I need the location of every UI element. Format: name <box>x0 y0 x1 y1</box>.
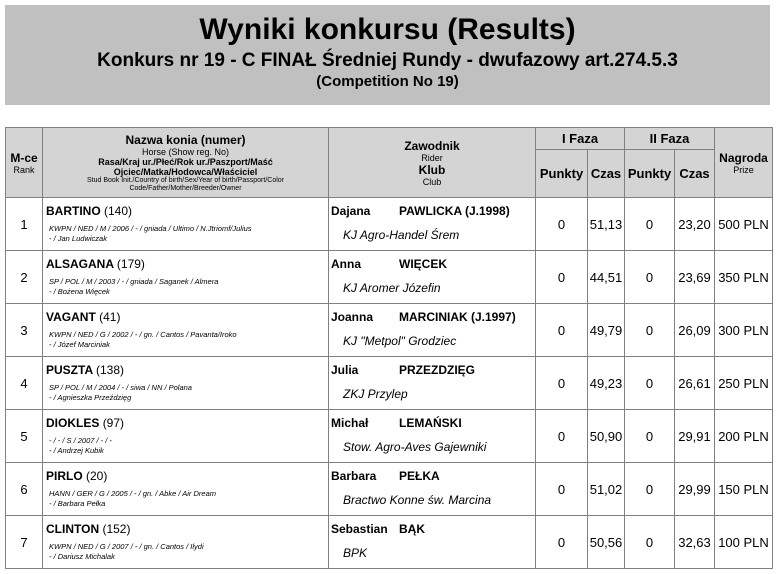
rider-last-name: MARCINIAK (J.1997) <box>399 310 516 324</box>
results-header <box>5 5 770 105</box>
club-name: KJ "Metpol" Grodziec <box>343 334 457 348</box>
col-time-1: Czas <box>588 150 625 198</box>
horse-name: DIOKLES <box>46 416 100 430</box>
horse-cell <box>43 357 329 410</box>
phase1-points: 0 <box>536 198 588 251</box>
rank-cell: 5 <box>6 410 43 463</box>
horse-info: KWPN / NED / G / 2007 / - / gn. / Cantos / Ilydi <box>49 542 204 551</box>
prize-cell: 150 PLN <box>715 463 773 516</box>
horse-number: (140) <box>104 204 133 218</box>
phase2-points: 0 <box>625 463 675 516</box>
rank-cell: 4 <box>6 357 43 410</box>
horse-owner: - / Jan Ludwiczak <box>49 234 107 243</box>
rank-cell: 7 <box>6 516 43 569</box>
table-row <box>6 304 773 357</box>
club-name: KJ Agro-Handel Śrem <box>343 228 460 242</box>
rider-cell <box>329 251 536 304</box>
rider-cell <box>329 198 536 251</box>
phase1-points: 0 <box>536 463 588 516</box>
phase2-time: 29,91 <box>675 410 715 463</box>
table-row <box>6 357 773 410</box>
phase2-time: 32,63 <box>675 516 715 569</box>
phase2-time: 26,61 <box>675 357 715 410</box>
col-time-2: Czas <box>675 150 715 198</box>
horse-name: ALSAGANA <box>46 257 114 271</box>
prize-cell: 350 PLN <box>715 251 773 304</box>
horse-owner: - / Agnieszka Przeździęg <box>49 393 132 402</box>
horse-info: SP / POL / M / 2003 / - / gniada / Saganek / Almera <box>49 277 219 286</box>
phase2-points: 0 <box>625 516 675 569</box>
club-name: Bractwo Konne św. Marcina <box>343 493 492 507</box>
table-row <box>6 251 773 304</box>
rider-first-name: Anna <box>331 257 361 271</box>
prize-cell: 500 PLN <box>715 198 773 251</box>
horse-name: CLINTON <box>46 522 100 536</box>
horse-info: - / - / S / 2007 / - / - <box>49 436 112 445</box>
phase2-time: 23,20 <box>675 198 715 251</box>
phase1-time: 51,13 <box>588 198 625 251</box>
horse-cell <box>43 463 329 516</box>
rider-first-name: Sebastian <box>331 522 388 536</box>
horse-owner: - / Bożena Więcek <box>49 287 110 296</box>
col-points-1: Punkty <box>536 150 588 198</box>
phase1-time: 44,51 <box>588 251 625 304</box>
rider-cell <box>329 357 536 410</box>
horse-cell <box>43 516 329 569</box>
horse-cell <box>43 198 329 251</box>
horse-name: PUSZTA <box>46 363 93 377</box>
horse-number: (138) <box>96 363 125 377</box>
col-rank: M-ce Rank <box>6 128 43 198</box>
horse-number: (97) <box>102 416 125 430</box>
prize-cell: 250 PLN <box>715 357 773 410</box>
phase1-time: 51,02 <box>588 463 625 516</box>
rank-cell: 1 <box>6 198 43 251</box>
horse-cell <box>43 251 329 304</box>
phase1-time: 50,56 <box>588 516 625 569</box>
rider-last-name: WIĘCEK <box>399 257 447 271</box>
rider-cell <box>329 304 536 357</box>
page-title: Wyniki konkursu (Results) <box>199 13 576 46</box>
phase1-time: 49,23 <box>588 357 625 410</box>
col-points-2: Punkty <box>625 150 675 198</box>
phase1-points: 0 <box>536 251 588 304</box>
prize-cell: 200 PLN <box>715 410 773 463</box>
horse-info: KWPN / NED / M / 2006 / - / gniada / Ultimo / N.Jtriomf/Julius <box>49 224 252 233</box>
col-phase1: I Faza <box>536 128 625 150</box>
horse-number: (20) <box>86 469 108 483</box>
phase2-time: 26,09 <box>675 304 715 357</box>
prize-cell: 300 PLN <box>715 304 773 357</box>
horse-name: VAGANT <box>46 310 96 324</box>
phase2-points: 0 <box>625 251 675 304</box>
table-row <box>6 516 773 569</box>
horse-owner: - / Andrzej Kubik <box>49 446 104 455</box>
rider-first-name: Barbara <box>331 469 377 483</box>
club-name: KJ Aromer Józefin <box>343 281 441 295</box>
club-name: BPK <box>343 546 368 560</box>
club-name: Stow. Agro-Aves Gajewniki <box>343 440 487 454</box>
col-rider: Zawodnik Rider Klub Club <box>329 128 536 198</box>
horse-info: KWPN / NED / G / 2002 / - / gn. / Cantos / Pavanta/Iroko <box>49 330 237 339</box>
competition-number: (Competition No 19) <box>316 73 459 90</box>
phase1-points: 0 <box>536 304 588 357</box>
phase1-time: 49,79 <box>588 304 625 357</box>
phase2-points: 0 <box>625 198 675 251</box>
horse-number: (152) <box>102 522 131 536</box>
phase1-points: 0 <box>536 410 588 463</box>
rider-cell <box>329 463 536 516</box>
rider-last-name: LEMAŃSKI <box>399 416 462 430</box>
phase1-points: 0 <box>536 357 588 410</box>
rank-cell: 3 <box>6 304 43 357</box>
prize-cell: 100 PLN <box>715 516 773 569</box>
col-prize: Nagroda Prize <box>715 128 773 198</box>
rider-last-name: BĄK <box>399 522 425 536</box>
horse-info: HANN / GER / G / 2005 / - / gn. / Abke / Air Dream <box>49 489 216 498</box>
competition-name: Konkurs nr 19 - C FINAŁ Średniej Rundy - dwufazowy art.274.5.3 <box>97 50 678 71</box>
rider-first-name: Dajana <box>331 204 371 218</box>
horse-number: (41) <box>99 310 121 324</box>
rider-cell <box>329 410 536 463</box>
rider-last-name: PAWLICKA (J.1998) <box>399 204 510 218</box>
rider-first-name: Michał <box>331 416 369 430</box>
col-horse: Nazwa konia (numer) Horse (Show reg. No) Rasa/Kraj ur./Płeć/Rok ur./Paszport/Maść Ojciec/Matka/Hodowca/Właściciel Stud Book Init./Country of birth/Sex/Year of birth/Passport/Color Code/Father/Mother/Breeder/Owner <box>43 128 329 198</box>
rider-first-name: Julia <box>331 363 359 377</box>
horse-name: PIRLO <box>46 469 83 483</box>
phase2-points: 0 <box>625 357 675 410</box>
phase1-time: 50,90 <box>588 410 625 463</box>
phase1-points: 0 <box>536 516 588 569</box>
rider-first-name: Joanna <box>331 310 374 324</box>
table-row <box>6 410 773 463</box>
horse-cell <box>43 410 329 463</box>
rank-cell: 6 <box>6 463 43 516</box>
horse-owner: - / Barbara Pełka <box>49 499 106 508</box>
club-name: ZKJ Przylep <box>343 387 408 401</box>
horse-info: SP / POL / M / 2004 / - / siwa / NN / Polana <box>49 383 192 392</box>
horse-name: BARTINO <box>46 204 101 218</box>
phase2-time: 29,99 <box>675 463 715 516</box>
rider-last-name: PEŁKA <box>399 469 440 483</box>
results-table <box>5 127 773 569</box>
rider-last-name: PRZEZDZIĘG <box>399 363 476 377</box>
horse-cell <box>43 304 329 357</box>
phase2-points: 0 <box>625 410 675 463</box>
col-phase2: II Faza <box>625 128 715 150</box>
table-row <box>6 198 773 251</box>
phase2-time: 23,69 <box>675 251 715 304</box>
rider-cell <box>329 516 536 569</box>
horse-owner: - / Dariusz Michalak <box>49 552 115 561</box>
rank-cell: 2 <box>6 251 43 304</box>
table-row <box>6 463 773 516</box>
horse-owner: - / Józef Marciniak <box>49 340 110 349</box>
horse-number: (179) <box>116 257 145 271</box>
phase2-points: 0 <box>625 304 675 357</box>
